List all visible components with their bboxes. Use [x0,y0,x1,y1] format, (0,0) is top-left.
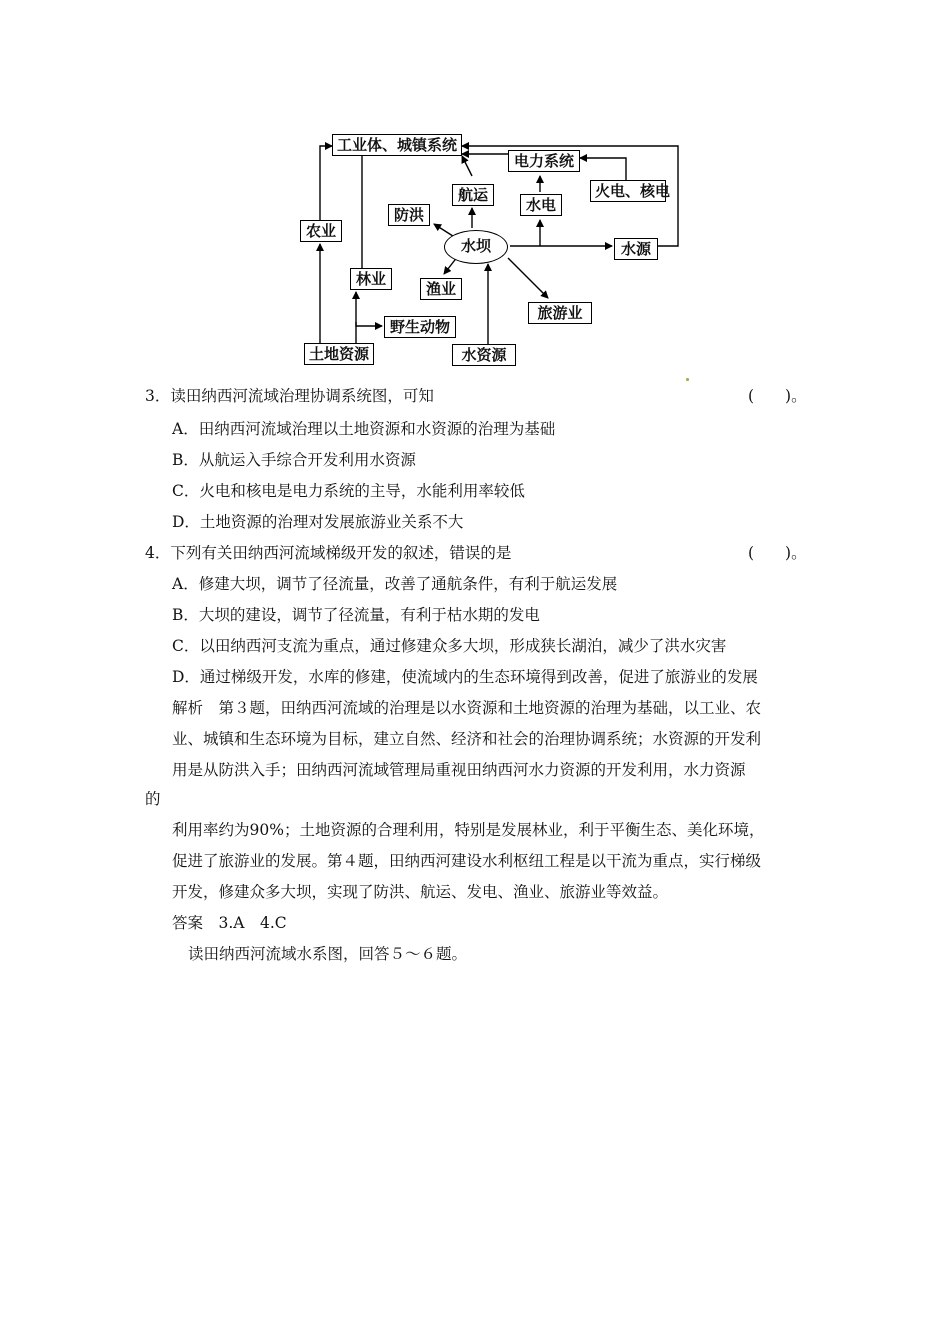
q3-answer-paren: ( )。 [748,387,807,405]
node-water-resources: 水资源 [452,344,516,366]
q3-option-c: C．火电和核电是电力系统的主导，水能利用率较低 [172,482,525,500]
q3-option-b: B．从航运入手综合开发利用水资源 [172,451,416,469]
node-dam: 水坝 [444,230,508,264]
q4-option-b: B．大坝的建设，调节了径流量，有利于枯水期的发电 [172,606,540,624]
node-wildlife: 野生动物 [384,316,456,338]
q4-option-c: C．以田纳西河支流为重点，通过修建众多大坝，形成狭长湖泊，减少了洪水灾害 [172,637,727,655]
next-question-prompt: 读田纳西河流域水系图，回答５～６题。 [188,945,468,963]
q4-stem: 4．下列有关田纳西河流域梯级开发的叙述，错误的是 [145,544,512,562]
q4-option-d: D．通过梯级开发，水库的修建，使流域内的生态环境得到改善，促进了旅游业的发展 [172,668,758,686]
analysis-line-2: 业、城镇和生态环境为目标，建立自然、经济和社会的治理协调系统；水资源的开发利 [172,730,762,748]
analysis-line-1: 解析 第３题，田纳西河流域的治理是以水资源和土地资源的治理为基础，以工业、农 [172,699,762,717]
node-shipping: 航运 [452,184,494,206]
node-thermal-nuclear: 火电、核电 [590,180,666,202]
forestry-line [332,154,362,268]
q3-stem: 3．读田纳西河流域治理协调系统图，可知 [145,387,434,405]
thermal-to-power-arrow [580,158,626,180]
q4-option-a: A．修建大坝，调节了径流量，改善了通航条件，有利于航运发展 [172,575,618,593]
node-agriculture: 农业 [300,220,342,242]
node-flood-control: 防洪 [388,204,430,226]
node-tourism: 旅游业 [528,302,592,324]
dam-to-tourism-arrow [508,258,548,298]
analysis-line-4: 的 [145,790,161,808]
analysis-line-3: 用是从防洪入手；田纳西河流域管理局重视田纳西河水力资源的开发利用，水力资源 [172,761,746,779]
q4-answer-paren: ( )。 [748,544,807,562]
answer-line: 答案 3.A 4.C [172,914,287,932]
analysis-line-6: 促进了旅游业的发展。第４题，田纳西河建设水利枢纽工程是以干流为重点，实行梯级 [172,852,762,870]
tva-coordination-diagram [296,128,696,374]
node-water-source: 水源 [614,238,658,260]
node-land-resources: 土地资源 [304,343,374,365]
speck [686,378,689,381]
shipping-to-industry-arrow [462,156,472,176]
q3-option-d: D．土地资源的治理对发展旅游业关系不大 [172,513,464,531]
analysis-line-5: 利用率约为90%；土地资源的合理利用，特别是发展林业，利于平衡生态、美化环境， [172,821,765,839]
analysis-line-7: 开发，修建众多大坝，实现了防洪、航运、发电、渔业、旅游业等效益。 [172,883,669,901]
q3-option-a: A．田纳西河流域治理以土地资源和水资源的治理为基础 [172,420,556,438]
forestry-to-wildlife-arrow [356,322,382,326]
node-power-system: 电力系统 [508,150,580,172]
node-fishery: 渔业 [420,278,462,300]
node-forestry: 林业 [350,268,392,290]
node-industry-urban: 工业体、城镇系统 [332,134,462,156]
node-hydropower: 水电 [520,194,562,216]
agri-to-industry-arrow [320,146,332,220]
